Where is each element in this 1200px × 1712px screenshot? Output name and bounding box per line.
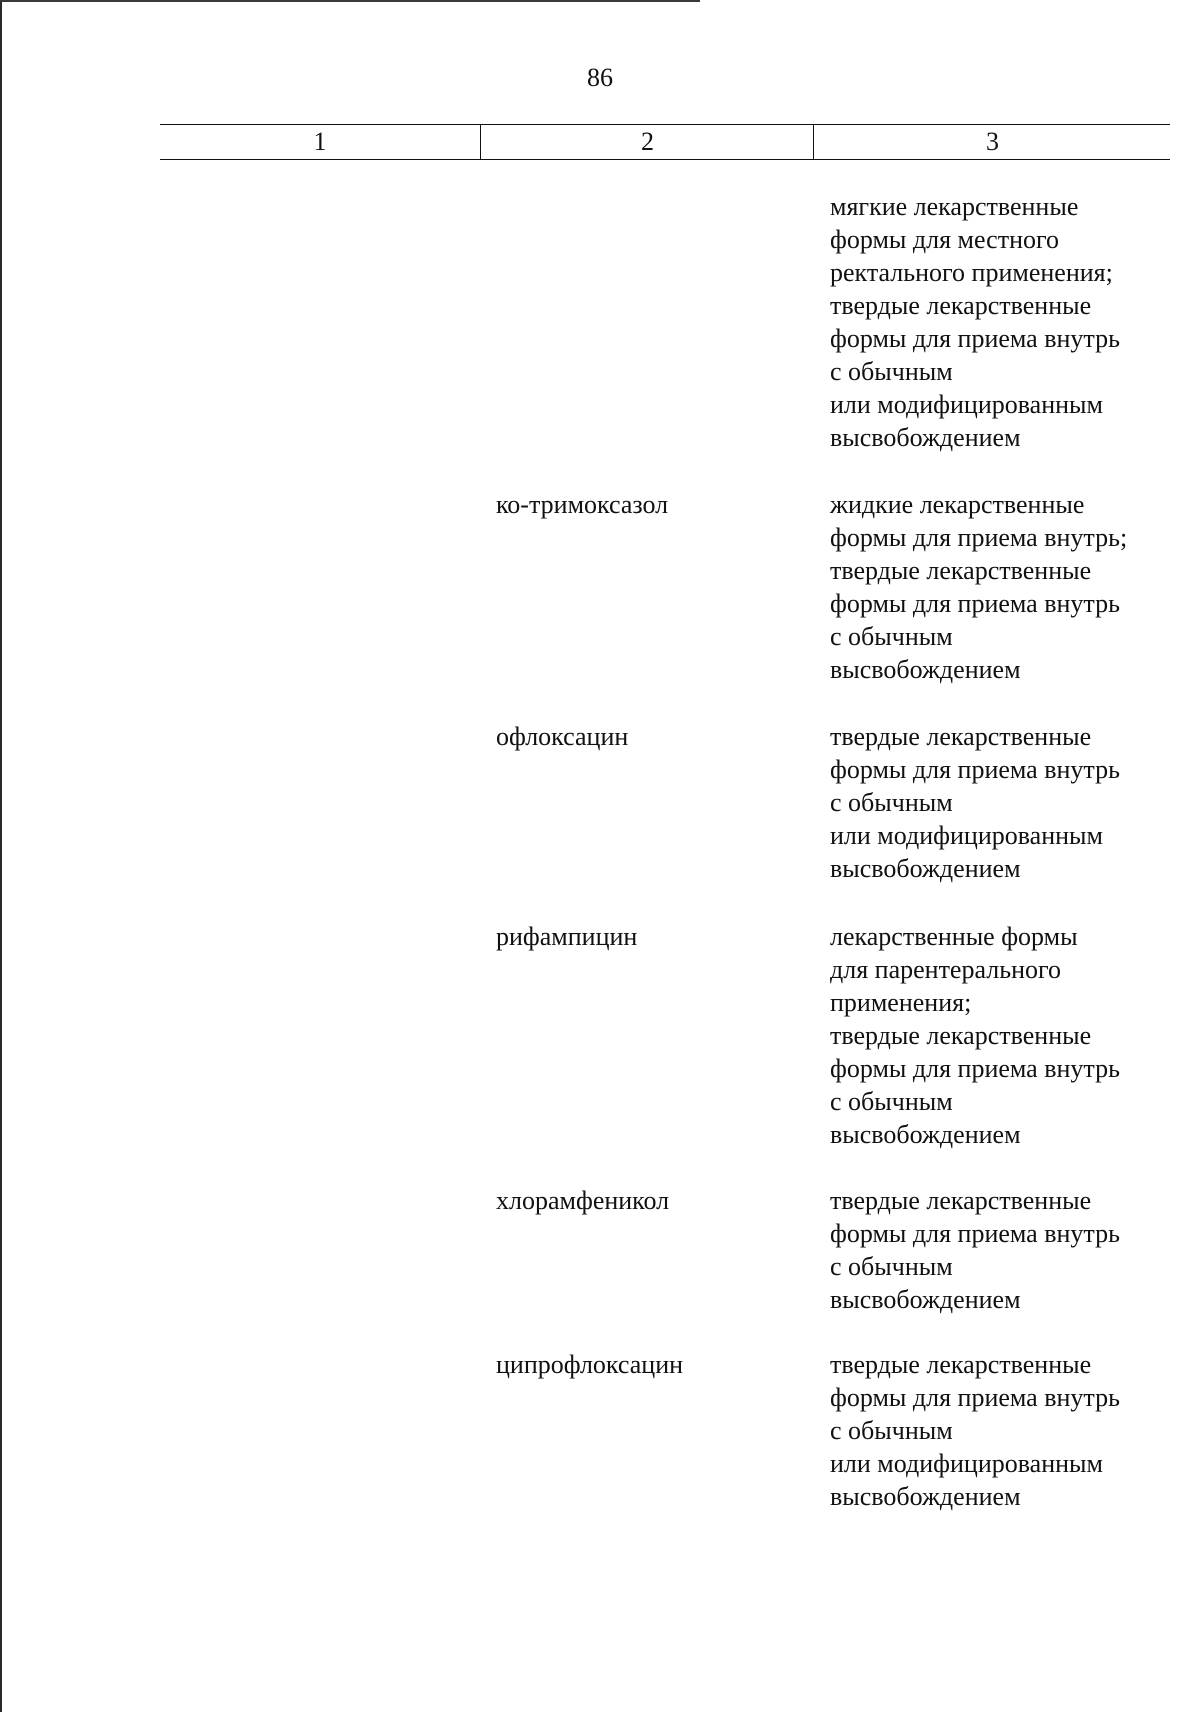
dosage-form-line: с обычным — [830, 788, 953, 817]
dosage-form-line: формы для приема внутрь — [830, 1383, 1120, 1412]
dosage-form-line: формы для приема внутрь — [830, 755, 1120, 784]
dosage-form-line: формы для приема внутрь; — [830, 523, 1128, 552]
dosage-form-line: с обычным — [830, 1252, 953, 1281]
dosage-form-line: формы для приема внутрь — [830, 324, 1120, 353]
dosage-form-line: применения; — [830, 988, 972, 1017]
dosage-form-line: формы для приема внутрь — [830, 589, 1120, 618]
dosage-form-line: или модифицированным — [830, 821, 1103, 850]
dosage-form-line: высвобождением — [830, 1482, 1021, 1511]
dosage-form-line: твердые лекарственные — [830, 1350, 1092, 1379]
dosage-form-line: твердые лекарственные — [830, 722, 1092, 751]
dosage-forms — [830, 1184, 1170, 1316]
drug-name: ко-тримоксазол — [496, 490, 669, 519]
dosage-form-line: твердые лекарственные — [830, 556, 1092, 585]
dosage-form-line: высвобождением — [830, 1120, 1021, 1149]
dosage-form-line: формы для приема внутрь — [830, 1054, 1120, 1083]
dosage-form-line: высвобождением — [830, 1285, 1021, 1314]
drug-name: ципрофлоксацин — [496, 1350, 684, 1379]
dosage-form-line: твердые лекарственные — [830, 1186, 1092, 1215]
drug-name: хлорамфеникол — [496, 1186, 670, 1215]
dosage-form-line: с обычным — [830, 357, 953, 386]
dosage-form-line: жидкие лекарственные — [830, 490, 1085, 519]
dosage-form-line: высвобождением — [830, 655, 1021, 684]
dosage-form-line: ректального применения; — [830, 258, 1113, 287]
dosage-form-line: твердые лекарственные — [830, 291, 1092, 320]
dosage-form-line: с обычным — [830, 1087, 953, 1116]
table-header — [160, 124, 1170, 160]
column-header-2: 2 — [480, 125, 814, 159]
dosage-form-line: лекарственные формы — [830, 922, 1078, 951]
dosage-forms — [830, 488, 1170, 686]
column-header-1: 1 — [313, 127, 327, 156]
dosage-form-line: формы для приема внутрь — [830, 1219, 1120, 1248]
dosage-form-line: высвобождением — [830, 854, 1021, 883]
drug-name: офлоксацин — [496, 722, 629, 751]
drug-name: рифампицин — [496, 922, 638, 951]
dosage-form-line: с обычным — [830, 622, 953, 651]
dosage-form-line: или модифицированным — [830, 1449, 1103, 1478]
dosage-forms — [830, 920, 1170, 1151]
dosage-form-line: мягкие лекарственные — [830, 192, 1079, 221]
column-header-3: 3 — [813, 125, 1171, 159]
dosage-forms — [830, 190, 1170, 454]
dosage-forms — [830, 720, 1170, 885]
page-number: 86 — [587, 63, 613, 92]
scan-edge-left — [0, 0, 2, 1712]
dosage-form-line: для парентерального — [830, 955, 1062, 984]
dosage-form-line: или модифицированным — [830, 390, 1103, 419]
dosage-form-line: высвобождением — [830, 423, 1021, 452]
dosage-form-line: твердые лекарственные — [830, 1021, 1092, 1050]
scan-edge-top — [0, 0, 700, 2]
dosage-forms — [830, 1348, 1170, 1513]
dosage-form-line: формы для местного — [830, 225, 1060, 254]
dosage-form-line: с обычным — [830, 1416, 953, 1445]
